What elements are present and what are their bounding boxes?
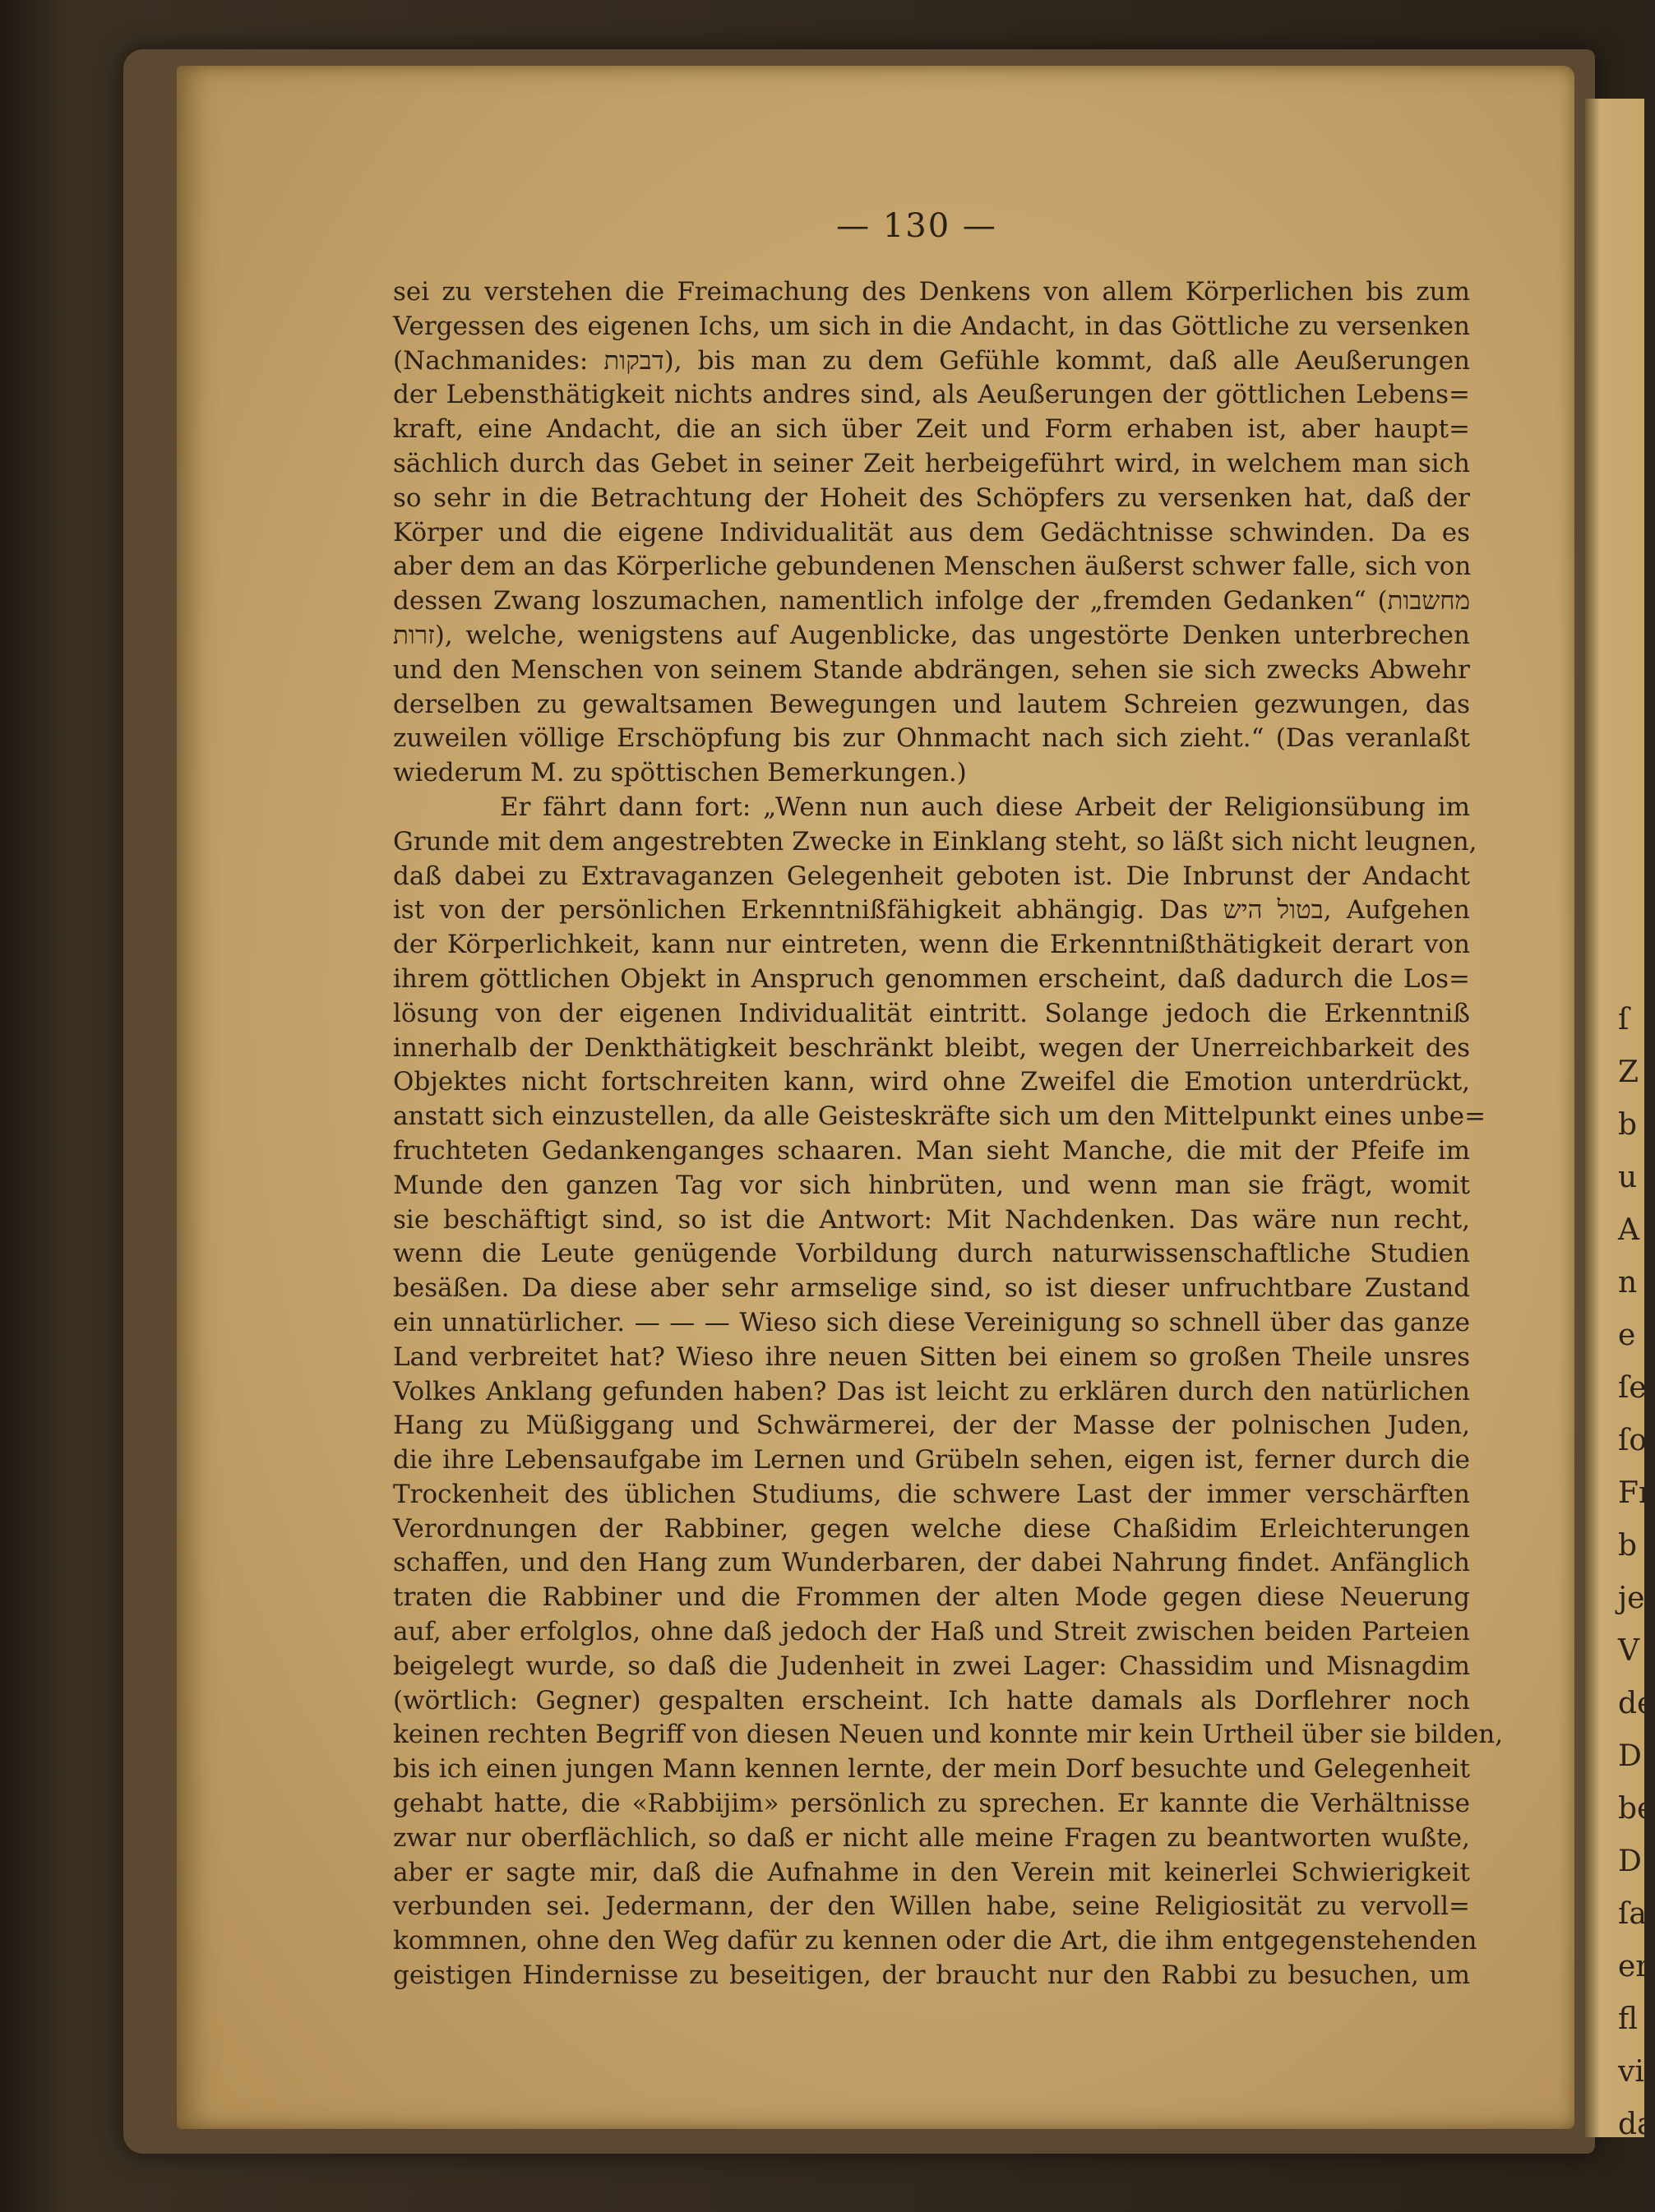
text-line: zuweilen völlige Erschöpfung bis zur Ohnmacht nach sich zieht.“ (Das veranlaßt [393,723,1470,754]
text-line: beigelegt wurde, so daß die Judenheit in zwei Lager: Chassidim und Misnagdim [393,1651,1470,1681]
text-line: sei zu verstehen die Freimachung des Denkens von allem Körperlichen bis zum [393,277,1470,307]
text-line: so sehr in die Betrachtung der Hoheit des Schöpfers zu versenken hat, daß der [393,483,1470,513]
page-text-block [393,275,1504,1993]
text-line: (Nachmanides: דבקות), bis man zu dem Gefühle kommt, daß alle Aeußerungen [393,345,1470,376]
text-line: innerhalb der Denkthätigkeit beschränkt bleibt, wegen der Unerreichbarkeit des [393,1032,1470,1063]
text-line: Land verbreitet hat? Wieso ihre neuen Sitten bei einem so großen Theile unsres [393,1342,1470,1372]
facing-page-fragment: D [1618,1739,1642,1773]
text-line: der Lebensthätigkeit nichts andres sind, als Aeußerungen der göttlichen Lebens= [393,380,1470,410]
facing-page-fragment: A [1618,1213,1639,1247]
text-line: besäßen. Da diese aber sehr armselige sind, so ist dieser unfruchtbare Zustand [393,1273,1470,1304]
text-line: Hang zu Müßiggang und Schwärmerei, der der Masse der polnischen Juden, [393,1411,1470,1441]
facing-page-fragment: b [1618,1529,1638,1563]
text-line: bis ich einen jungen Mann kennen lernte, der mein Dorf besuchte und Gelegenheit [393,1754,1470,1785]
facing-page-fragment: e [1618,1318,1636,1352]
facing-page-fragment: de [1618,1687,1655,1720]
text-line: (wörtlich: Gegner) gespalten erscheint. Ich hatte damals als Dorflehrer noch [393,1685,1470,1716]
facing-page-fragment: n [1618,1266,1638,1300]
facing-page-fragment: ſe [1618,1371,1647,1405]
facing-page-fragment: vi [1618,2055,1644,2089]
text-line: gehabt hatte, die «Rabbijim» persönlich zu sprechen. Er kannte die Verhältnisse [393,1789,1470,1819]
facing-page-fragment: ſa [1618,1897,1647,1931]
text-line: Munde den ganzen Tag vor sich hinbrüten, und wenn man sie frägt, womit [393,1170,1470,1200]
facing-page-edge [1585,99,1655,2141]
facing-page-fragment: ſ [1618,1003,1630,1037]
text-line: Trockenheit des üblichen Studiums, die schwere Last der immer verschärften [393,1479,1470,1509]
text-line: der Körperlichkeit, kann nur eintreten, wenn die Erkenntnißthätigkeit derart von [393,930,1470,960]
text-line: daß dabei zu Extravaganzen Gelegenheit geboten ist. Die Inbrunst der Andacht [393,861,1470,891]
facing-page-fragment: Fr [1618,1476,1653,1510]
facing-page-fragment: Z [1618,1055,1639,1089]
text-line: traten die Rabbiner und die Frommen der alten Mode gegen diese Neuerung [393,1582,1470,1613]
text-line: auf, aber erfolglos, ohne daß jedoch der Haß und Streit zwischen beiden Parteien [393,1617,1470,1647]
text-line: ihrem göttlichen Objekt in Anspruch genommen erscheint, daß dadurch die Los= [393,963,1470,994]
text-line: sächlich durch das Gebet in seiner Zeit herbeigeführt wird, in welchem man sich [393,448,1470,478]
text-line: זרות), welche, wenigstens auf Augenblicke, das ungestörte Denken unterbrechen [393,620,1470,650]
text-line: lösung von der eigenen Individualität eintritt. Solange jedoch die Erkenntniß [393,998,1470,1028]
text-line: ist von der persönlichen Erkenntnißfähigkeit abhängig. Das בטול היש, Aufgehen [393,895,1470,926]
text-line: fruchteten Gedankenganges schaaren. Man sieht Manche, die mit der Pfeife im [393,1135,1470,1166]
text-line: schaffen, und den Hang zum Wunderbaren, der dabei Nahrung findet. Anfänglich [393,1548,1470,1578]
text-line: ein unnatürlicher. — — — Wieso sich diese Vereinigung so schnell über das ganze [393,1307,1470,1337]
text-line: wiederum M. zu spöttischen Bemerkungen.) [393,758,967,788]
text-line: Verordnungen der Rabbiner, gegen welche diese Chaßidim Erleichterungen [393,1513,1470,1544]
text-line: derselben zu gewaltsamen Bewegungen und lautem Schreien gezwungen, das [393,689,1470,719]
text-line: geistigen Hindernisse zu beseitigen, der braucht nur den Rabbi zu besuchen, um [393,1960,1470,1991]
facing-page-fragment: D [1618,1845,1642,1878]
text-line: Objektes nicht fortschreiten kann, wird ohne Zweifel die Emotion unterdrückt, [393,1067,1470,1097]
facing-page-fragment: V [1618,1634,1639,1668]
text-line: anstatt sich einzustellen, da alle Geisteskräfte sich um den Mittelpunkt eines unbe= [393,1101,1486,1132]
page-number: — 130 — [836,207,997,245]
text-line: Körper und die eigene Individualität aus dem Gedächtnisse schwinden. Da es [393,517,1470,547]
facing-page-fragment: ſo [1618,1424,1647,1457]
text-line: Er fährt dann fort: „Wenn nun auch diese Arbeit der Religionsübung im [500,792,1470,822]
text-line: und den Menschen von seinem Stande abdrängen, sehen sie sich zwecks Abwehr [393,654,1470,685]
text-line: Volkes Anklang gefunden haben? Das ist leicht zu erklären durch den natürlichen [393,1376,1470,1406]
text-line: aber er sagte mir, daß die Aufnahme in den Verein mit keinerlei Schwierigkeit [393,1857,1470,1887]
text-line: sie beschäftigt sind, so ist die Antwort: Mit Nachdenken. Das wäre nun recht, [393,1204,1470,1235]
text-line: wenn die Leute genügende Vorbildung durch naturwissenschaftliche Studien [393,1239,1470,1269]
text-line: kraft, eine Andacht, die an sich über Zeit und Form erhaben ist, aber haupt= [393,414,1470,445]
text-line: die ihre Lebensaufgabe im Lernen und Grübeln sehen, eigen ist, ferner durch die [393,1445,1470,1475]
facing-page-fragment: u [1618,1161,1638,1194]
text-line: zwar nur oberflächlich, so daß er nicht alle meine Fragen zu beantworten wußte, [393,1822,1470,1853]
text-line: verbunden sei. Jedermann, der den Willen habe, seine Religiosität zu vervoll= [393,1891,1470,1922]
text-line: Vergessen des eigenen Ichs, um sich in die Andacht, in das Göttliche zu versenken [393,311,1470,341]
text-line: aber dem an das Körperliche gebundenen Menschen äußerst schwer falle, sich von [393,552,1472,582]
facing-page-fragment: be [1618,1792,1655,1826]
facing-page-fragment: je [1618,1582,1645,1615]
text-line: kommnen, ohne den Weg dafür zu kennen oder die Art, die ihm entgegenstehenden [393,1926,1477,1956]
text-line: Grunde mit dem angestrebten Zwecke in Einklang steht, so läßt sich nicht leugnen, [393,826,1477,857]
facing-page-fragment: fl [1618,2002,1639,2036]
text-line: dessen Zwang loszumachen, namentlich infolge der „fremden Gedanken“ (מחשבות [393,586,1470,616]
text-line: keinen rechten Begriff von diesen Neuen und konnte mir kein Urtheil über sie bilden, [393,1720,1504,1750]
facing-page-fragment: b [1618,1108,1638,1142]
facing-page-fragment: da [1618,2108,1655,2141]
facing-page-fragment: er [1618,1950,1650,1983]
